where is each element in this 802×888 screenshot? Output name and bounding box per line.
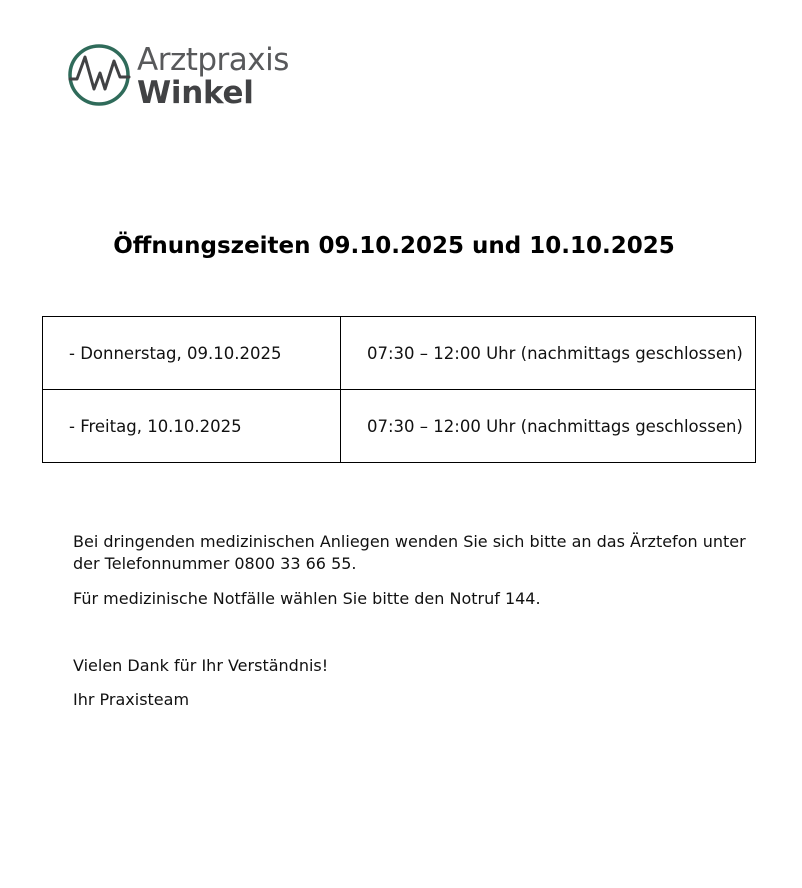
day-cell: - Freitag, 10.10.2025 bbox=[43, 390, 341, 463]
logo-name-line2: Winkel bbox=[137, 75, 254, 111]
page-title: Öffnungszeiten 09.10.2025 und 10.10.2025 bbox=[113, 233, 675, 259]
heartbeat-logo-icon bbox=[67, 43, 131, 107]
logo-name-line1: Arztpraxis bbox=[137, 42, 289, 78]
practice-logo bbox=[67, 43, 327, 111]
signature-paragraph: Ihr Praxisteam bbox=[73, 690, 190, 709]
time-cell: 07:30 – 12:00 Uhr (nachmittags geschlossen) bbox=[341, 390, 756, 463]
table-row bbox=[43, 390, 756, 463]
table-row bbox=[43, 317, 756, 390]
thanks-paragraph: Vielen Dank für Ihr Verständnis! bbox=[73, 656, 329, 675]
emergency-call-paragraph: Für medizinische Notfälle wählen Sie bitte den Notruf 144. bbox=[73, 589, 541, 608]
day-cell: - Donnerstag, 09.10.2025 bbox=[43, 317, 341, 390]
opening-hours-table bbox=[42, 316, 756, 463]
time-cell: 07:30 – 12:00 Uhr (nachmittags geschlossen) bbox=[341, 317, 756, 390]
emergency-info-paragraph: Bei dringenden medizinischen Anliegen wenden Sie sich bitte an das Ärztefon unter der Telefonnummer 0800 33 66 55. bbox=[73, 532, 746, 573]
